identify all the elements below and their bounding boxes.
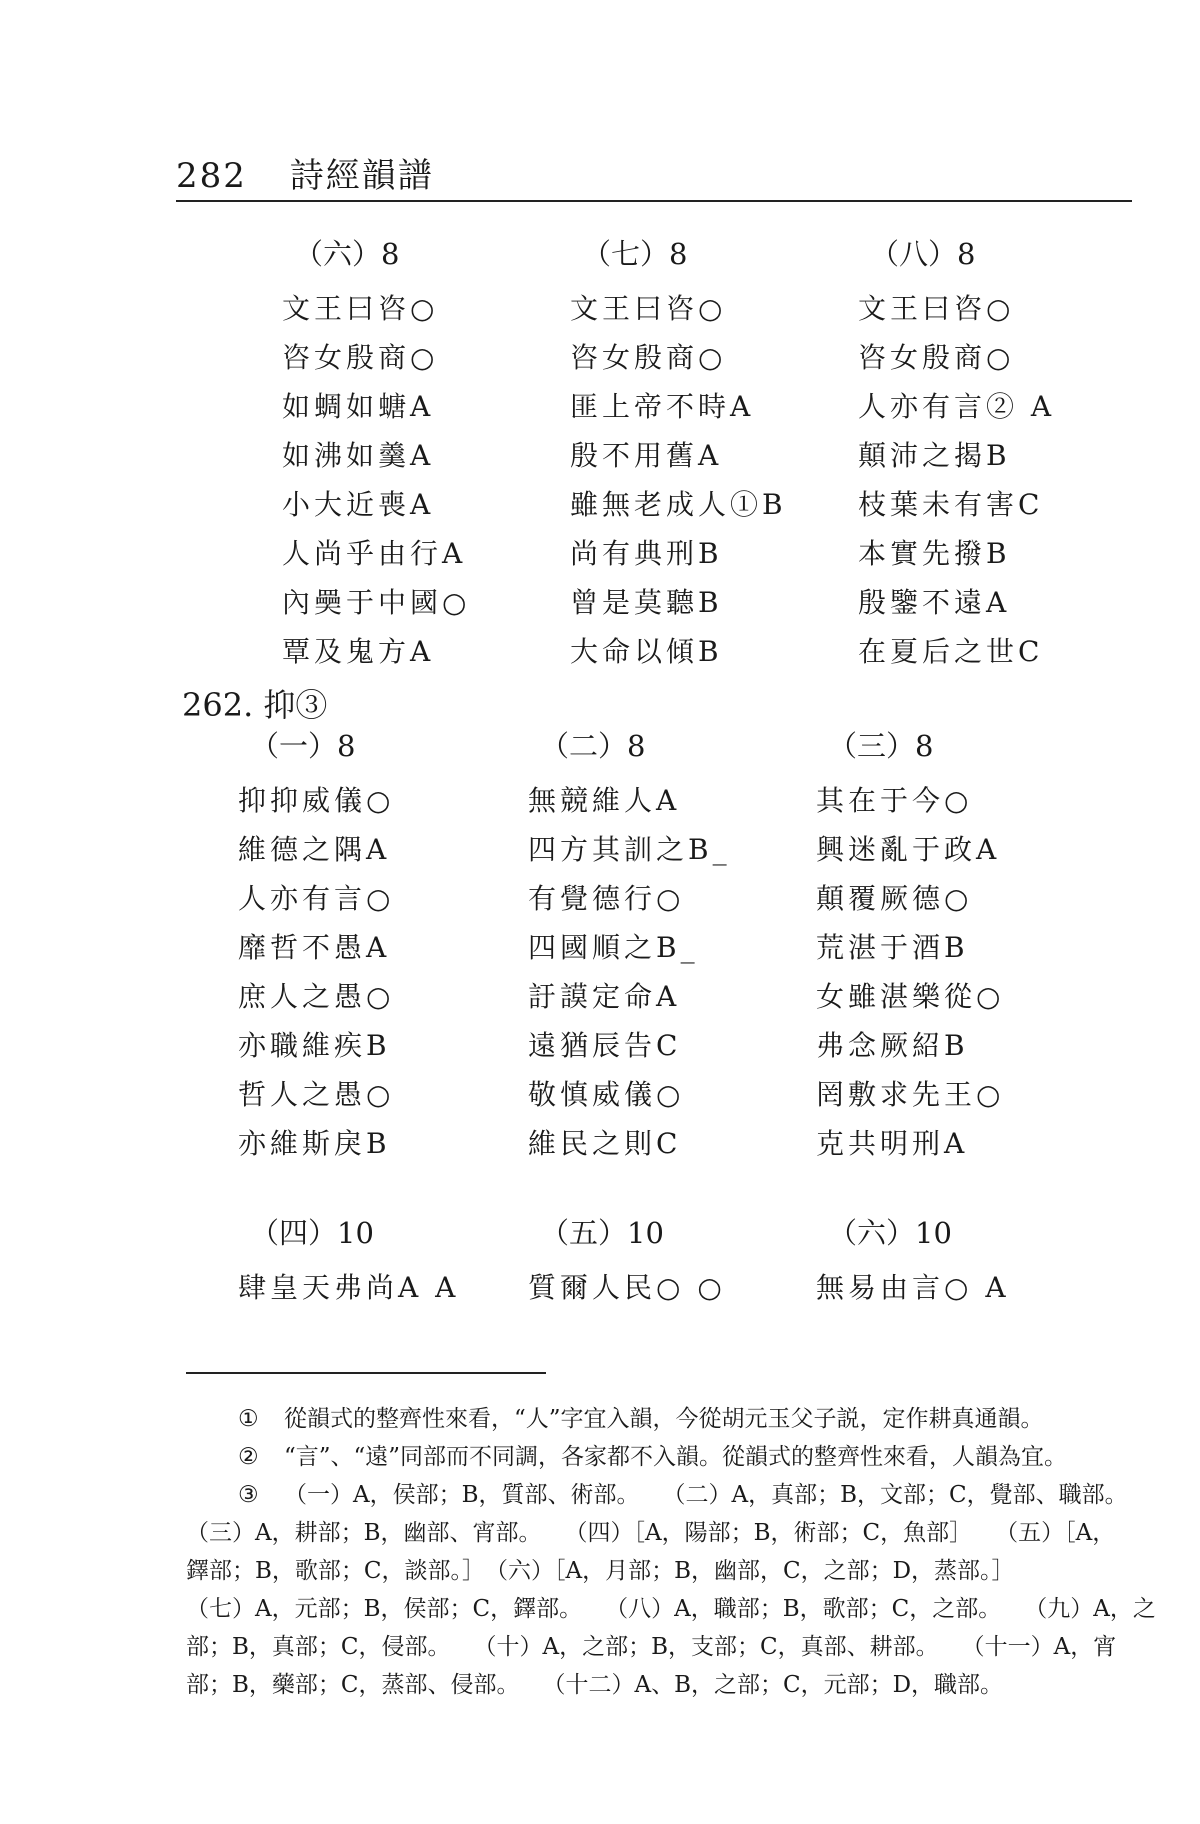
verse-line: 咨女殷商○ <box>570 341 727 374</box>
verse-line: 敬慎威儀○ <box>528 1078 685 1111</box>
verse-line: 興迷亂于政A <box>816 833 1001 866</box>
verse-line: 罔敷求先王○ <box>816 1078 1005 1111</box>
verse-line: 靡哲不愚A <box>238 931 391 964</box>
verse-line: 維民之則C <box>528 1127 682 1160</box>
poem-title: 262. 抑③ <box>182 686 328 724</box>
verse-line: 無易由言○ A <box>816 1271 1010 1304</box>
stanza-group-7 <box>570 236 787 676</box>
stanza-group-6-b <box>816 1215 1010 1312</box>
verse-line: 曾是莫聽B <box>570 586 723 619</box>
verse-line: 顛沛之揭B <box>858 439 1011 472</box>
verse-line: 有覺德行○ <box>528 882 685 915</box>
stanza-title: （四）10 <box>250 1216 374 1250</box>
verse-line: 雖無老成人①B <box>570 488 787 521</box>
verse-line: 文王曰咨○ <box>858 292 1015 325</box>
verse-line: 枝葉未有害C <box>858 488 1044 521</box>
footnote-3-line: 部；B，真部；C，侵部。 （十）A，之部；B，支部；C，真部、耕部。 （十一）A，宵 <box>186 1634 1117 1660</box>
footnote-mark: ① <box>238 1406 259 1432</box>
stanza-title: （七）8 <box>582 237 688 271</box>
verse-line: 抑抑威儀○ <box>238 784 395 817</box>
stanza-group-3 <box>816 728 1004 1168</box>
verse-line: 本實先撥B <box>858 537 1011 570</box>
verse-line: 克共明刑A <box>816 1127 969 1160</box>
stanza-group-5 <box>528 1215 726 1312</box>
verse-line: 如沸如羹A <box>282 439 435 472</box>
footnote-1 <box>186 1400 1146 1438</box>
stanza-title: （五）10 <box>540 1216 664 1250</box>
verse-line: 四方其訓之B_ <box>528 833 731 866</box>
stanza-group-1 <box>238 728 394 1168</box>
footnote-mark: ③ <box>238 1482 259 1508</box>
verse-line: 咨女殷商○ <box>858 341 1015 374</box>
verse-line: 其在于今○ <box>816 784 973 817</box>
footnotes <box>186 1400 1156 1704</box>
stanza-group-4 <box>238 1215 459 1312</box>
verse-line: 如蜩如螗A <box>282 390 435 423</box>
verse-line: 人亦有言② A <box>858 390 1056 423</box>
verse-line: 質爾人民○ ○ <box>528 1271 726 1304</box>
verse-line: 亦維斯戾B <box>238 1127 391 1160</box>
verse-line: 文王曰咨○ <box>570 292 727 325</box>
stanza-title: （一）8 <box>250 729 356 763</box>
verse-line: 人尚乎由行A <box>282 537 467 570</box>
verse-line: 大命以傾B <box>570 635 723 668</box>
verse-line: 在夏后之世C <box>858 635 1044 668</box>
verse-line: 弗念厥紹B <box>816 1029 969 1062</box>
stanza-group-8 <box>858 236 1055 676</box>
verse-line: 小大近喪A <box>282 488 435 521</box>
footnote-text: （一）A，侯部；B，質部、術部。 （二）A，真部；B，文部；C，覺部、職部。 <box>284 1482 1128 1508</box>
verse-line: 文王曰咨○ <box>282 292 439 325</box>
stanza-group-6 <box>282 236 470 676</box>
verse-line: 荒湛于酒B <box>816 931 969 964</box>
header-rule <box>176 200 1132 202</box>
footnote-2 <box>186 1438 1146 1476</box>
verse-line: 女雖湛樂從○ <box>816 980 1005 1013</box>
verse-line: 殷不用舊A <box>570 439 723 472</box>
verse-line: 人亦有言○ <box>238 882 395 915</box>
verse-line: 顛覆厥德○ <box>816 882 973 915</box>
footnote-rule <box>186 1372 546 1374</box>
stanza-title: （三）8 <box>828 729 934 763</box>
stanza-title: （六）10 <box>828 1216 952 1250</box>
verse-line: 哲人之愚○ <box>238 1078 395 1111</box>
stanza-title: （六）8 <box>294 237 400 271</box>
footnote-3 <box>186 1476 1146 1514</box>
verse-line: 匪上帝不時A <box>570 390 755 423</box>
book-title: 詩經韻譜 <box>289 156 434 196</box>
verse-line: 庶人之愚○ <box>238 980 395 1013</box>
footnote-3-line: 部；B，藥部；C，蒸部、侵部。 （十二）A、B，之部；C，元部；D，職部。 <box>186 1672 1004 1698</box>
footnote-text: 從韻式的整齊性來看，“人”字宜入韻，今從胡元玉父子説，定作耕真通韻。 <box>284 1406 1044 1432</box>
stanza-title: （八）8 <box>870 237 976 271</box>
verse-line: 維德之隅A <box>238 833 391 866</box>
page-number: 282 <box>176 156 247 196</box>
verse-line: 亦職維疾B <box>238 1029 391 1062</box>
page-header <box>176 148 434 197</box>
verse-line: 訏謨定命A <box>528 980 681 1013</box>
verse-line: 內奰于中國○ <box>282 586 471 619</box>
footnote-mark: ② <box>238 1444 259 1470</box>
verse-line: 無競維人A <box>528 784 681 817</box>
verse-line: 四國順之B_ <box>528 931 699 964</box>
verse-line: 遠猶辰告C <box>528 1029 682 1062</box>
verse-line: 尚有典刑B <box>570 537 723 570</box>
stanza-title: （二）8 <box>540 729 646 763</box>
footnote-text: “言”、“遠”同部而不同調，各家都不入韻。從韻式的整齊性來看，人韻為宜。 <box>284 1444 1068 1470</box>
verse-line: 肆皇天弗尚A A <box>238 1271 460 1304</box>
verse-line: 咨女殷商○ <box>282 341 439 374</box>
verse-line: 覃及鬼方A <box>282 635 435 668</box>
footnote-3-line: （三）A，耕部；B，幽部、宵部。 （四）［A，陽部；B，術部；C，魚部］ （五）［A， <box>186 1520 1116 1546</box>
verse-line: 殷鑒不遠A <box>858 586 1011 619</box>
footnote-3-line: （七）A，元部；B，侯部；C，鐸部。 （八）A，職部；B，歌部；C，之部。 （九）A，之 <box>186 1596 1156 1622</box>
stanza-group-2 <box>528 728 731 1168</box>
footnote-3-line: 鐸部；B，歌部；C，談部。］ （六）［A，月部；B，幽部，C，之部；D，蒸部。］ <box>186 1558 1015 1584</box>
